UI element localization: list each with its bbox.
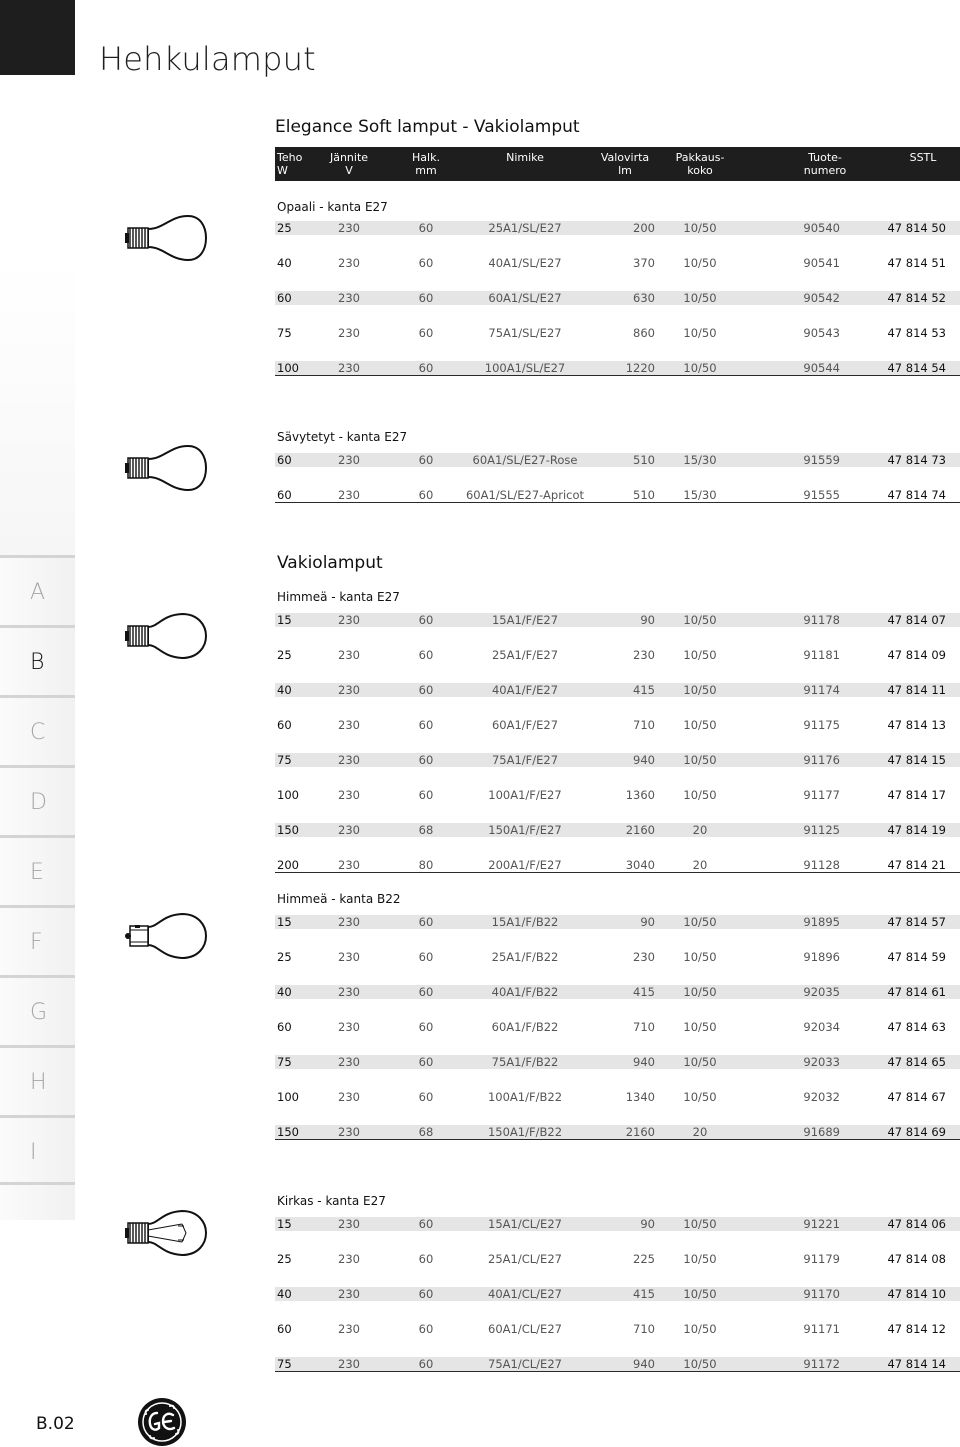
cell-nimike: 40A1/F/E27 xyxy=(491,683,559,697)
cell-valovirta: 200 xyxy=(633,221,655,235)
cell-nimike: 100A1/F/B22 xyxy=(487,1090,563,1104)
cell-pakkauskoko: 20 xyxy=(692,858,708,872)
cell-tuotenumero: 90541 xyxy=(803,256,840,270)
cell-valovirta: 3040 xyxy=(625,858,655,872)
cell-halk: 60 xyxy=(418,1090,434,1104)
cell-tuotenumero: 92034 xyxy=(803,1020,840,1034)
cell-teho: 40 xyxy=(277,985,292,999)
cell-pakkauskoko: 10/50 xyxy=(683,613,717,627)
cell-sstl: 47 814 14 xyxy=(887,1357,946,1371)
cell-teho: 15 xyxy=(277,613,292,627)
cell-pakkauskoko: 10/50 xyxy=(683,648,717,662)
tab-g[interactable] xyxy=(0,975,75,1045)
cell-teho: 150 xyxy=(277,1125,299,1139)
cell-sstl: 47 814 74 xyxy=(887,488,946,502)
table-row xyxy=(275,648,960,662)
cell-nimike: 15A1/F/E27 xyxy=(491,613,559,627)
cell-sstl: 47 814 52 xyxy=(887,291,946,305)
frosted-b22-bulb-icon xyxy=(124,911,208,961)
cell-halk: 60 xyxy=(418,291,434,305)
cell-tuotenumero: 91221 xyxy=(803,1217,840,1231)
cell-valovirta: 90 xyxy=(640,1217,655,1231)
cell-teho: 40 xyxy=(277,1287,292,1301)
tab-h[interactable] xyxy=(0,1045,75,1115)
cell-valovirta: 1340 xyxy=(625,1090,655,1104)
cell-pakkauskoko: 20 xyxy=(692,1125,708,1139)
column-header-sstl: SSTL xyxy=(909,151,937,164)
cell-tuotenumero: 91895 xyxy=(803,915,840,929)
cell-jannite: 230 xyxy=(338,823,360,837)
cell-teho: 60 xyxy=(277,718,292,732)
cell-pakkauskoko: 10/50 xyxy=(683,326,717,340)
cell-pakkauskoko: 10/50 xyxy=(683,1357,717,1371)
cell-nimike: 40A1/CL/E27 xyxy=(488,1287,562,1301)
cell-nimike: 15A1/F/B22 xyxy=(491,915,559,929)
tab-f[interactable] xyxy=(0,905,75,975)
cell-jannite: 230 xyxy=(338,1217,360,1231)
tab-letter: H xyxy=(30,1070,47,1095)
cell-halk: 60 xyxy=(418,1217,434,1231)
cell-teho: 40 xyxy=(277,683,292,697)
cell-nimike: 60A1/F/B22 xyxy=(491,1020,559,1034)
cell-teho: 150 xyxy=(277,823,299,837)
tab-letter: B xyxy=(30,650,45,675)
cell-teho: 25 xyxy=(277,950,292,964)
table-row xyxy=(275,915,960,929)
cell-tuotenumero: 91559 xyxy=(803,453,840,467)
cell-pakkauskoko: 10/50 xyxy=(683,256,717,270)
cell-nimike: 75A1/F/B22 xyxy=(491,1055,559,1069)
cell-pakkauskoko: 10/50 xyxy=(683,683,717,697)
sidebar-tabs xyxy=(0,555,75,1220)
cell-sstl: 47 814 73 xyxy=(887,453,946,467)
cell-valovirta: 90 xyxy=(640,915,655,929)
cell-jannite: 230 xyxy=(338,1322,360,1336)
table-row xyxy=(275,1357,960,1372)
cell-jannite: 230 xyxy=(338,1055,360,1069)
cell-sstl: 47 814 59 xyxy=(887,950,946,964)
cell-valovirta: 415 xyxy=(633,985,655,999)
cell-valovirta: 510 xyxy=(633,488,655,502)
cell-teho: 25 xyxy=(277,221,292,235)
opal-e27-bulb-icon xyxy=(124,214,208,262)
cell-halk: 60 xyxy=(418,683,434,697)
cell-jannite: 230 xyxy=(338,291,360,305)
cell-jannite: 230 xyxy=(338,858,360,872)
cell-nimike: 100A1/SL/E27 xyxy=(484,361,566,375)
cell-teho: 60 xyxy=(277,488,292,502)
cell-nimike: 60A1/F/E27 xyxy=(491,718,559,732)
cell-halk: 80 xyxy=(418,858,434,872)
cell-jannite: 230 xyxy=(338,683,360,697)
cell-halk: 68 xyxy=(418,1125,434,1139)
cell-teho: 60 xyxy=(277,1020,292,1034)
cell-sstl: 47 814 54 xyxy=(887,361,946,375)
cell-sstl: 47 814 13 xyxy=(887,718,946,732)
cell-tuotenumero: 91179 xyxy=(803,1252,840,1266)
cell-nimike: 150A1/F/B22 xyxy=(487,1125,563,1139)
cell-nimike: 40A1/F/B22 xyxy=(491,985,559,999)
cell-nimike: 25A1/F/B22 xyxy=(491,950,559,964)
tab-letter: F xyxy=(30,930,43,955)
group-label: Himmeä - kanta B22 xyxy=(277,892,401,906)
cell-valovirta: 940 xyxy=(633,753,655,767)
cell-jannite: 230 xyxy=(338,718,360,732)
cell-nimike: 40A1/SL/E27 xyxy=(488,256,562,270)
cell-tuotenumero: 92035 xyxy=(803,985,840,999)
cell-halk: 60 xyxy=(418,915,434,929)
table-row xyxy=(275,291,960,305)
corner-block xyxy=(0,0,75,75)
cell-tuotenumero: 92033 xyxy=(803,1055,840,1069)
cell-tuotenumero: 91171 xyxy=(803,1322,840,1336)
cell-sstl: 47 814 19 xyxy=(887,823,946,837)
tab-b[interactable] xyxy=(0,625,75,695)
page-title: Hehkulamput xyxy=(99,40,316,78)
cell-halk: 68 xyxy=(418,823,434,837)
cell-pakkauskoko: 10/50 xyxy=(683,221,717,235)
cell-halk: 60 xyxy=(418,1322,434,1336)
group-label: Kirkas - kanta E27 xyxy=(277,1194,386,1208)
cell-halk: 60 xyxy=(418,753,434,767)
cell-pakkauskoko: 10/50 xyxy=(683,718,717,732)
cell-valovirta: 230 xyxy=(633,648,655,662)
group-label: Sävytetyt - kanta E27 xyxy=(277,430,408,444)
cell-pakkauskoko: 10/50 xyxy=(683,1020,717,1034)
cell-teho: 15 xyxy=(277,1217,292,1231)
table-row xyxy=(275,1055,960,1069)
cell-tuotenumero: 91176 xyxy=(803,753,840,767)
table-row xyxy=(275,1125,960,1140)
column-header-teho: Teho W xyxy=(277,151,303,177)
cell-nimike: 25A1/CL/E27 xyxy=(488,1252,562,1266)
cell-tuotenumero: 91172 xyxy=(803,1357,840,1371)
table-row xyxy=(275,1322,960,1336)
cell-teho: 75 xyxy=(277,1055,292,1069)
cell-halk: 60 xyxy=(418,950,434,964)
cell-nimike: 60A1/CL/E27 xyxy=(488,1322,562,1336)
cell-nimike: 60A1/SL/E27-Rose xyxy=(472,453,578,467)
cell-valovirta: 710 xyxy=(633,1020,655,1034)
cell-halk: 60 xyxy=(418,1357,434,1371)
cell-sstl: 47 814 11 xyxy=(887,683,946,697)
cell-jannite: 230 xyxy=(338,1090,360,1104)
cell-teho: 200 xyxy=(277,858,299,872)
cell-tuotenumero: 90542 xyxy=(803,291,840,305)
table-row xyxy=(275,453,960,467)
table-row xyxy=(275,823,960,837)
cell-halk: 60 xyxy=(418,613,434,627)
tab-c[interactable] xyxy=(0,695,75,765)
cell-valovirta: 415 xyxy=(633,683,655,697)
cell-teho: 75 xyxy=(277,326,292,340)
cell-jannite: 230 xyxy=(338,361,360,375)
cell-jannite: 230 xyxy=(338,950,360,964)
cell-halk: 60 xyxy=(418,985,434,999)
cell-tuotenumero: 91175 xyxy=(803,718,840,732)
page-number: B.02 xyxy=(36,1414,75,1434)
cell-pakkauskoko: 20 xyxy=(692,823,708,837)
cell-halk: 60 xyxy=(418,788,434,802)
cell-halk: 60 xyxy=(418,1252,434,1266)
cell-nimike: 25A1/F/E27 xyxy=(491,648,559,662)
cell-valovirta: 2160 xyxy=(625,1125,655,1139)
cell-valovirta: 230 xyxy=(633,950,655,964)
cell-valovirta: 710 xyxy=(633,1322,655,1336)
cell-tuotenumero: 91125 xyxy=(803,823,840,837)
tinted-e27-bulb-icon xyxy=(124,444,208,492)
cell-sstl: 47 814 21 xyxy=(887,858,946,872)
column-header-nimike: Nimike xyxy=(506,151,544,164)
cell-sstl: 47 814 65 xyxy=(887,1055,946,1069)
group-label: Himmeä - kanta E27 xyxy=(277,590,400,604)
cell-jannite: 230 xyxy=(338,256,360,270)
cell-sstl: 47 814 67 xyxy=(887,1090,946,1104)
cell-valovirta: 1220 xyxy=(625,361,655,375)
cell-jannite: 230 xyxy=(338,648,360,662)
cell-tuotenumero: 91555 xyxy=(803,488,840,502)
cell-sstl: 47 814 63 xyxy=(887,1020,946,1034)
cell-sstl: 47 814 51 xyxy=(887,256,946,270)
cell-pakkauskoko: 10/50 xyxy=(683,985,717,999)
cell-valovirta: 90 xyxy=(640,613,655,627)
table-row xyxy=(275,753,960,767)
tab-letter: A xyxy=(30,580,46,605)
cell-tuotenumero: 91178 xyxy=(803,613,840,627)
cell-halk: 60 xyxy=(418,326,434,340)
cell-pakkauskoko: 10/50 xyxy=(683,291,717,305)
cell-pakkauskoko: 10/50 xyxy=(683,1055,717,1069)
cell-valovirta: 710 xyxy=(633,718,655,732)
table-row xyxy=(275,1020,960,1034)
cell-teho: 60 xyxy=(277,291,292,305)
cell-pakkauskoko: 10/50 xyxy=(683,1090,717,1104)
cell-sstl: 47 814 61 xyxy=(887,985,946,999)
cell-teho: 75 xyxy=(277,753,292,767)
cell-jannite: 230 xyxy=(338,1020,360,1034)
cell-valovirta: 225 xyxy=(633,1252,655,1266)
cell-nimike: 60A1/SL/E27-Apricot xyxy=(465,488,585,502)
group-label: Opaali - kanta E27 xyxy=(277,200,388,214)
cell-pakkauskoko: 10/50 xyxy=(683,950,717,964)
tab-i[interactable] xyxy=(0,1115,75,1185)
cell-halk: 60 xyxy=(418,1020,434,1034)
cell-nimike: 100A1/F/E27 xyxy=(488,788,562,802)
frosted-e27-bulb-icon xyxy=(124,611,208,661)
tab-letter: D xyxy=(30,790,47,815)
cell-sstl: 47 814 07 xyxy=(887,613,946,627)
cell-sstl: 47 814 50 xyxy=(887,221,946,235)
cell-teho: 100 xyxy=(277,361,299,375)
cell-jannite: 230 xyxy=(338,453,360,467)
cell-halk: 60 xyxy=(418,488,434,502)
cell-halk: 60 xyxy=(418,453,434,467)
cell-nimike: 75A1/F/E27 xyxy=(491,753,559,767)
section-title: Elegance Soft lamput - Vakiolamput xyxy=(275,117,580,137)
column-header-valovirta: Valovirta lm xyxy=(600,151,650,177)
cell-valovirta: 415 xyxy=(633,1287,655,1301)
cell-jannite: 230 xyxy=(338,1357,360,1371)
cell-nimike: 60A1/SL/E27 xyxy=(488,291,562,305)
cell-sstl: 47 814 69 xyxy=(887,1125,946,1139)
cell-tuotenumero: 91170 xyxy=(803,1287,840,1301)
cell-nimike: 15A1/CL/E27 xyxy=(488,1217,562,1231)
cell-halk: 60 xyxy=(418,361,434,375)
cell-sstl: 47 814 12 xyxy=(887,1322,946,1336)
cell-valovirta: 630 xyxy=(633,291,655,305)
cell-valovirta: 2160 xyxy=(625,823,655,837)
cell-pakkauskoko: 10/50 xyxy=(683,788,717,802)
tab-letter: G xyxy=(30,1000,48,1025)
table-header xyxy=(275,147,960,181)
table-row xyxy=(275,221,960,235)
cell-tuotenumero: 91181 xyxy=(803,648,840,662)
table-row xyxy=(275,488,960,503)
cell-halk: 60 xyxy=(418,221,434,235)
cell-jannite: 230 xyxy=(338,326,360,340)
table-row xyxy=(275,326,960,340)
cell-nimike: 25A1/SL/E27 xyxy=(488,221,562,235)
cell-teho: 100 xyxy=(277,1090,299,1104)
cell-halk: 60 xyxy=(418,1287,434,1301)
cell-sstl: 47 814 09 xyxy=(887,648,946,662)
group-title: Vakiolamput xyxy=(277,553,383,573)
table-row xyxy=(275,788,960,802)
tab-letter: I xyxy=(30,1140,37,1165)
cell-pakkauskoko: 10/50 xyxy=(683,753,717,767)
cell-halk: 60 xyxy=(418,256,434,270)
clear-e27-bulb-icon xyxy=(124,1208,208,1258)
cell-tuotenumero: 91896 xyxy=(803,950,840,964)
sidebar-gradient xyxy=(0,260,75,555)
cell-tuotenumero: 91177 xyxy=(803,788,840,802)
table-row xyxy=(275,361,960,376)
cell-teho: 15 xyxy=(277,915,292,929)
cell-teho: 75 xyxy=(277,1357,292,1371)
cell-sstl: 47 814 17 xyxy=(887,788,946,802)
table-row xyxy=(275,1090,960,1104)
cell-valovirta: 370 xyxy=(633,256,655,270)
cell-sstl: 47 814 06 xyxy=(887,1217,946,1231)
cell-sstl: 47 814 08 xyxy=(887,1252,946,1266)
table-row xyxy=(275,718,960,732)
column-header-pakkauskoko: Pakkaus- koko xyxy=(675,151,725,177)
table-row xyxy=(275,985,960,999)
ge-logo-icon xyxy=(137,1397,187,1447)
cell-pakkauskoko: 10/50 xyxy=(683,915,717,929)
cell-tuotenumero: 92032 xyxy=(803,1090,840,1104)
cell-pakkauskoko: 15/30 xyxy=(683,488,717,502)
cell-valovirta: 510 xyxy=(633,453,655,467)
cell-sstl: 47 814 10 xyxy=(887,1287,946,1301)
cell-valovirta: 1360 xyxy=(625,788,655,802)
cell-jannite: 230 xyxy=(338,1287,360,1301)
cell-jannite: 230 xyxy=(338,788,360,802)
table-row xyxy=(275,613,960,627)
cell-jannite: 230 xyxy=(338,753,360,767)
cell-nimike: 75A1/SL/E27 xyxy=(488,326,562,340)
table-row xyxy=(275,1287,960,1301)
table-row xyxy=(275,1217,960,1231)
cell-tuotenumero: 91128 xyxy=(803,858,840,872)
tab-d[interactable] xyxy=(0,765,75,835)
tab-a[interactable] xyxy=(0,555,75,625)
table-row xyxy=(275,683,960,697)
cell-sstl: 47 814 15 xyxy=(887,753,946,767)
cell-teho: 100 xyxy=(277,788,299,802)
cell-valovirta: 860 xyxy=(633,326,655,340)
cell-valovirta: 940 xyxy=(633,1055,655,1069)
cell-teho: 60 xyxy=(277,1322,292,1336)
cell-halk: 60 xyxy=(418,648,434,662)
cell-jannite: 230 xyxy=(338,221,360,235)
cell-teho: 60 xyxy=(277,453,292,467)
table-row xyxy=(275,858,960,873)
cell-jannite: 230 xyxy=(338,1252,360,1266)
cell-sstl: 47 814 53 xyxy=(887,326,946,340)
cell-jannite: 230 xyxy=(338,985,360,999)
cell-pakkauskoko: 10/50 xyxy=(683,361,717,375)
table-row xyxy=(275,950,960,964)
cell-nimike: 200A1/F/E27 xyxy=(488,858,562,872)
cell-pakkauskoko: 10/50 xyxy=(683,1217,717,1231)
column-header-tuotenumero: Tuote- numero xyxy=(803,151,847,177)
cell-teho: 40 xyxy=(277,256,292,270)
cell-nimike: 75A1/CL/E27 xyxy=(488,1357,562,1371)
cell-tuotenumero: 90544 xyxy=(803,361,840,375)
cell-valovirta: 940 xyxy=(633,1357,655,1371)
tab-e[interactable] xyxy=(0,835,75,905)
cell-tuotenumero: 91689 xyxy=(803,1125,840,1139)
cell-jannite: 230 xyxy=(338,613,360,627)
cell-teho: 25 xyxy=(277,1252,292,1266)
cell-pakkauskoko: 10/50 xyxy=(683,1252,717,1266)
cell-pakkauskoko: 15/30 xyxy=(683,453,717,467)
cell-tuotenumero: 90543 xyxy=(803,326,840,340)
cell-jannite: 230 xyxy=(338,1125,360,1139)
cell-pakkauskoko: 10/50 xyxy=(683,1322,717,1336)
cell-sstl: 47 814 57 xyxy=(887,915,946,929)
cell-jannite: 230 xyxy=(338,488,360,502)
cell-jannite: 230 xyxy=(338,915,360,929)
cell-tuotenumero: 90540 xyxy=(803,221,840,235)
cell-nimike: 150A1/F/E27 xyxy=(488,823,562,837)
table-row xyxy=(275,1252,960,1266)
cell-halk: 60 xyxy=(418,1055,434,1069)
column-header-jannite: Jännite V xyxy=(329,151,369,177)
cell-pakkauskoko: 10/50 xyxy=(683,1287,717,1301)
column-header-halk: Halk. mm xyxy=(412,151,440,177)
cell-teho: 25 xyxy=(277,648,292,662)
cell-halk: 60 xyxy=(418,718,434,732)
tab-letter: E xyxy=(30,860,44,885)
table-row xyxy=(275,256,960,270)
cell-tuotenumero: 91174 xyxy=(803,683,840,697)
tab-letter: C xyxy=(30,720,46,745)
